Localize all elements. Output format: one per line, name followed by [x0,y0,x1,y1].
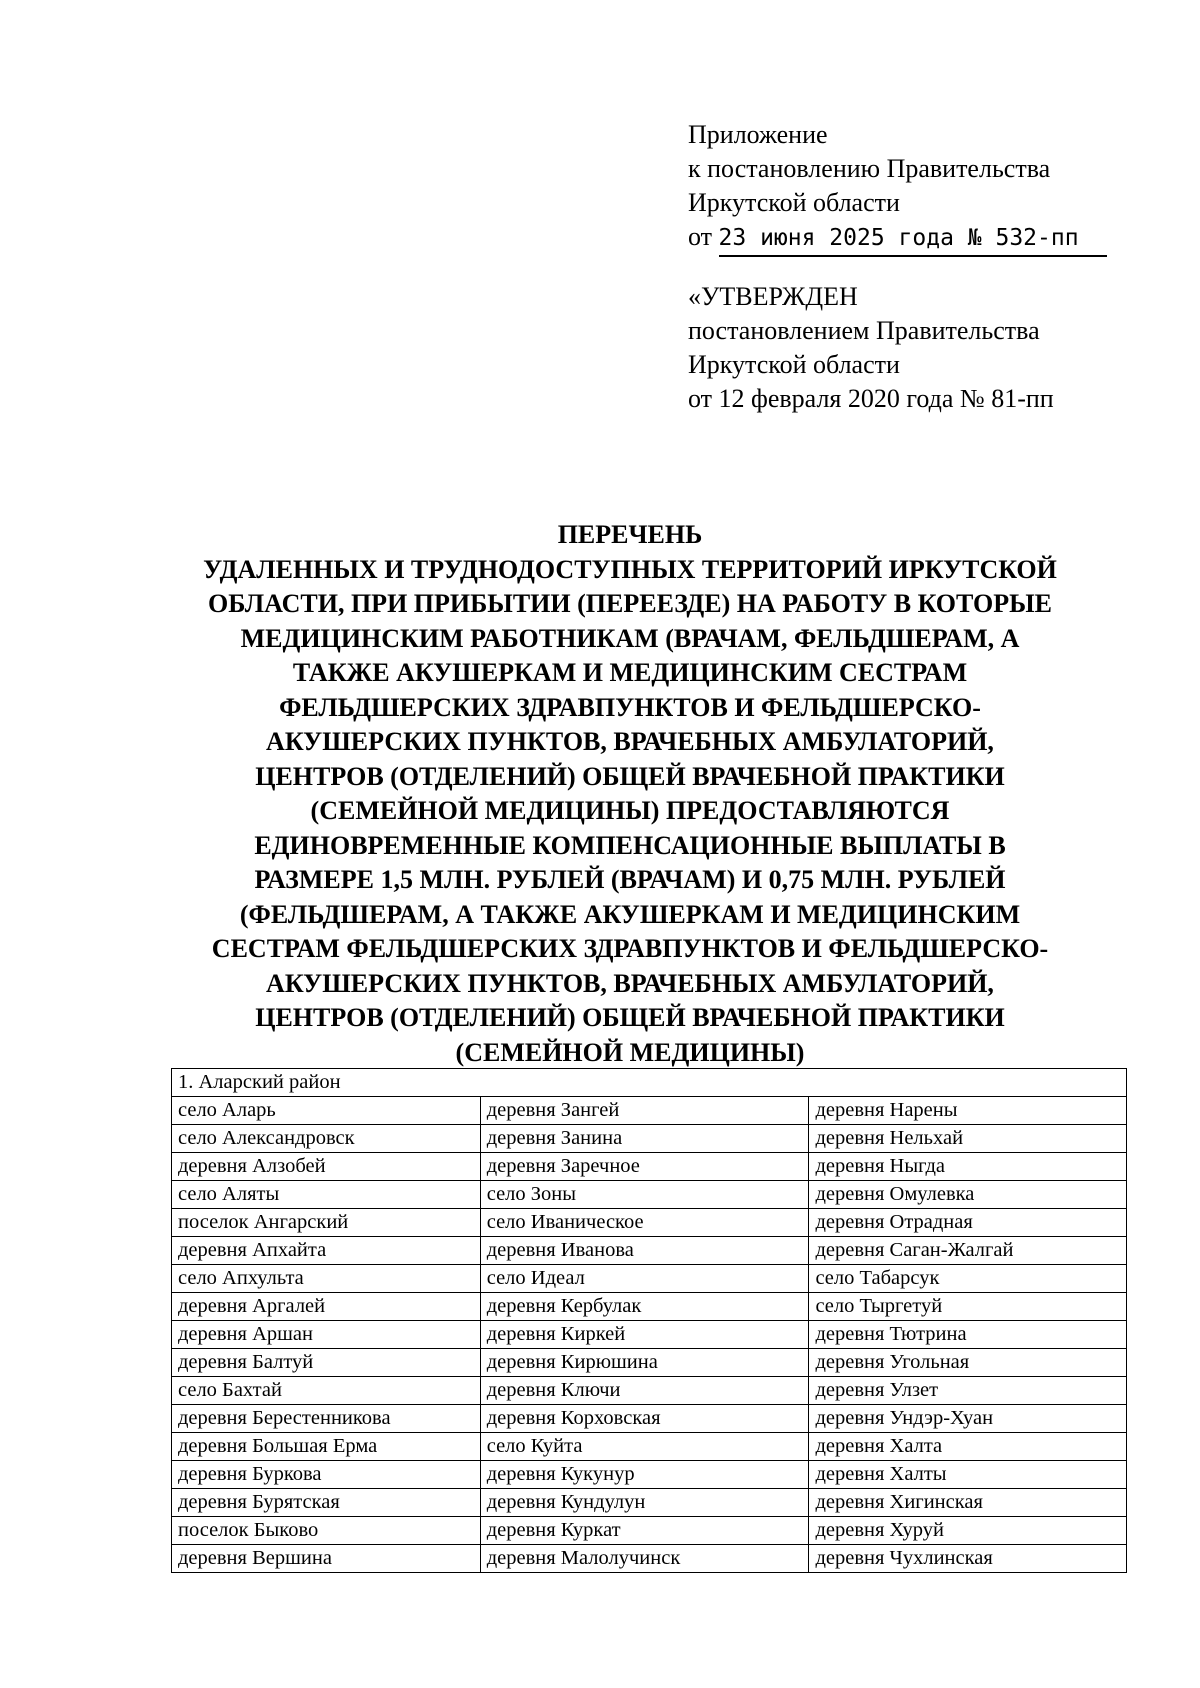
settlement-cell: деревня Халты [809,1461,1127,1489]
table-row [172,1405,1127,1433]
settlement-cell: деревня Отрадная [809,1209,1127,1237]
table-row [172,1153,1127,1181]
settlement-cell: деревня Кундулун [480,1489,809,1517]
table-row [172,1545,1127,1573]
settlement-cell: деревня Аршан [172,1321,481,1349]
settlement-cell: село Аларь [172,1097,481,1125]
district-header-row [172,1069,1127,1097]
settlement-cell: деревня Кукунур [480,1461,809,1489]
settlement-cell: деревня Чухлинская [809,1545,1127,1573]
settlement-cell: деревня Большая Ерма [172,1433,481,1461]
title-line: (СЕМЕЙНОЙ МЕДИЦИНЫ) [455,1037,805,1067]
settlement-cell: поселок Ангарский [172,1209,481,1237]
table-row [172,1517,1127,1545]
title-line: АКУШЕРСКИХ ПУНКТОВ, ВРАЧЕБНЫХ АМБУЛАТОРИЙ, [266,968,994,998]
settlement-cell: деревня Тютрина [809,1321,1127,1349]
settlement-cell: село Тыргетуй [809,1293,1127,1321]
settlement-cell: деревня Хигинская [809,1489,1127,1517]
settlement-cell: село Аляты [172,1181,481,1209]
table-row [172,1293,1127,1321]
settlement-cell: деревня Иванова [480,1237,809,1265]
appendix-date-prefix: от [688,222,719,251]
title-line: ПЕРЕЧЕНЬ [557,520,703,549]
settlement-cell: деревня Занина [480,1125,809,1153]
settlement-cell: деревня Берестенникова [172,1405,481,1433]
settlement-cell: деревня Кербулак [480,1293,809,1321]
settlement-cell: деревня Нарены [809,1097,1127,1125]
appendix-heading: Приложение [688,120,828,149]
title-line: (СЕМЕЙНОЙ МЕДИЦИНЫ) ПРЕДОСТАВЛЯЮТСЯ [310,796,950,825]
settlement-cell: деревня Ундэр-Хуан [809,1405,1127,1433]
table-row [172,1349,1127,1377]
settlement-cell: поселок Быково [172,1517,481,1545]
table-row [172,1097,1127,1125]
settlement-cell: деревня Ныгда [809,1153,1127,1181]
settlement-cell: деревня Куркат [480,1517,809,1545]
settlement-cell: село Табарсук [809,1265,1127,1293]
table-row [172,1209,1127,1237]
title-line: (ФЕЛЬДШЕРАМ, А ТАКЖЕ АКУШЕРКАМ И МЕДИЦИНСКИМ [239,899,1021,929]
table-row [172,1181,1127,1209]
appendix-resolution-line: к постановлению Правительства [688,154,1051,183]
approved-region-line: Иркутской области [688,350,900,379]
settlement-cell: деревня Балтуй [172,1349,481,1377]
table-row [172,1321,1127,1349]
settlement-cell: село Зоны [480,1181,809,1209]
settlement-cell: село Апхульта [172,1265,481,1293]
settlements-table [171,1068,1127,1573]
settlement-cell: деревня Кирюшина [480,1349,809,1377]
settlement-cell: деревня Вершина [172,1545,481,1573]
table-row [172,1461,1127,1489]
title-line: АКУШЕРСКИХ ПУНКТОВ, ВРАЧЕБНЫХ АМБУЛАТОРИЙ, [266,727,994,756]
settlement-cell: деревня Саган-Жалгай [809,1237,1127,1265]
settlement-cell: деревня Апхайта [172,1237,481,1265]
title-line: СЕСТРАМ ФЕЛЬДШЕРСКИХ ЗДРАВПУНКТОВ И ФЕЛЬДШЕРСКО- [211,934,1049,963]
appendix-region-line: Иркутской области [688,188,900,217]
settlement-cell: деревня Заречное [480,1153,809,1181]
approved-heading: «УТВЕРЖДЕН [688,282,858,311]
settlement-cell: деревня Буркова [172,1461,481,1489]
approval-reference [688,280,1148,416]
settlement-cell: село Иваническое [480,1209,809,1237]
table-row [172,1377,1127,1405]
settlement-cell: деревня Бурятская [172,1489,481,1517]
document-title [150,518,1110,1070]
approved-date-line: от 12 февраля 2020 года № 81-пп [688,384,1054,413]
appendix-date-line [688,220,1148,257]
appendix-reference [688,118,1148,257]
table-row [172,1433,1127,1461]
title-line: РАЗМЕРЕ 1,5 МЛН. РУБЛЕЙ (ВРАЧАМ) И 0,75 МЛН. РУБЛЕЙ [254,865,1006,894]
settlement-cell: деревня Хуруй [809,1517,1127,1545]
district-name-cell: 1. Аларский район [172,1069,1127,1097]
settlement-cell: деревня Угольная [809,1349,1127,1377]
settlement-cell: деревня Халта [809,1433,1127,1461]
table-row [172,1125,1127,1153]
title-line: ТАКЖЕ АКУШЕРКАМ И МЕДИЦИНСКИМ СЕСТРАМ [292,658,968,687]
settlement-cell: деревня Алзобей [172,1153,481,1181]
title-line: ЕДИНОВРЕМЕННЫЕ КОМПЕНСАЦИОННЫЕ ВЫПЛАТЫ В [254,830,1006,860]
settlement-cell: деревня Ключи [480,1377,809,1405]
table-row [172,1265,1127,1293]
settlement-cell: деревня Малолучинск [480,1545,809,1573]
settlement-cell: село Куйта [480,1433,809,1461]
settlement-cell: деревня Нельхай [809,1125,1127,1153]
settlement-cell: село Идеал [480,1265,809,1293]
registration-stamp: 23 июня 2025 года № 532-пп [719,221,1107,257]
settlement-cell: деревня Зангей [480,1097,809,1125]
approved-resolution-line: постановлением Правительства [688,316,1040,345]
title-line: МЕДИЦИНСКИМ РАБОТНИКАМ (ВРАЧАМ, ФЕЛЬДШЕРАМ, А [240,623,1020,653]
table-row [172,1237,1127,1265]
settlement-cell: деревня Киркей [480,1321,809,1349]
settlement-cell: село Александровск [172,1125,481,1153]
title-line: ЦЕНТРОВ (ОТДЕЛЕНИЙ) ОБЩЕЙ ВРАЧЕБНОЙ ПРАКТИКИ [255,1003,1005,1032]
title-line: УДАЛЕННЫХ И ТРУДНОДОСТУПНЫХ ТЕРРИТОРИЙ ИРКУТСКОЙ [203,554,1057,584]
settlement-cell: деревня Аргалей [172,1293,481,1321]
title-line: ФЕЛЬДШЕРСКИХ ЗДРАВПУНКТОВ И ФЕЛЬДШЕРСКО- [279,692,981,722]
settlement-cell: деревня Улзет [809,1377,1127,1405]
title-line: ОБЛАСТИ, ПРИ ПРИБЫТИИ (ПЕРЕЕЗДЕ) НА РАБОТУ В КОТОРЫЕ [208,589,1052,618]
settlement-cell: деревня Омулевка [809,1181,1127,1209]
settlement-cell: село Бахтай [172,1377,481,1405]
settlements-table-body [172,1069,1127,1573]
settlement-cell: деревня Корховская [480,1405,809,1433]
title-line: ЦЕНТРОВ (ОТДЕЛЕНИЙ) ОБЩЕЙ ВРАЧЕБНОЙ ПРАКТИКИ [255,761,1005,791]
table-row [172,1489,1127,1517]
